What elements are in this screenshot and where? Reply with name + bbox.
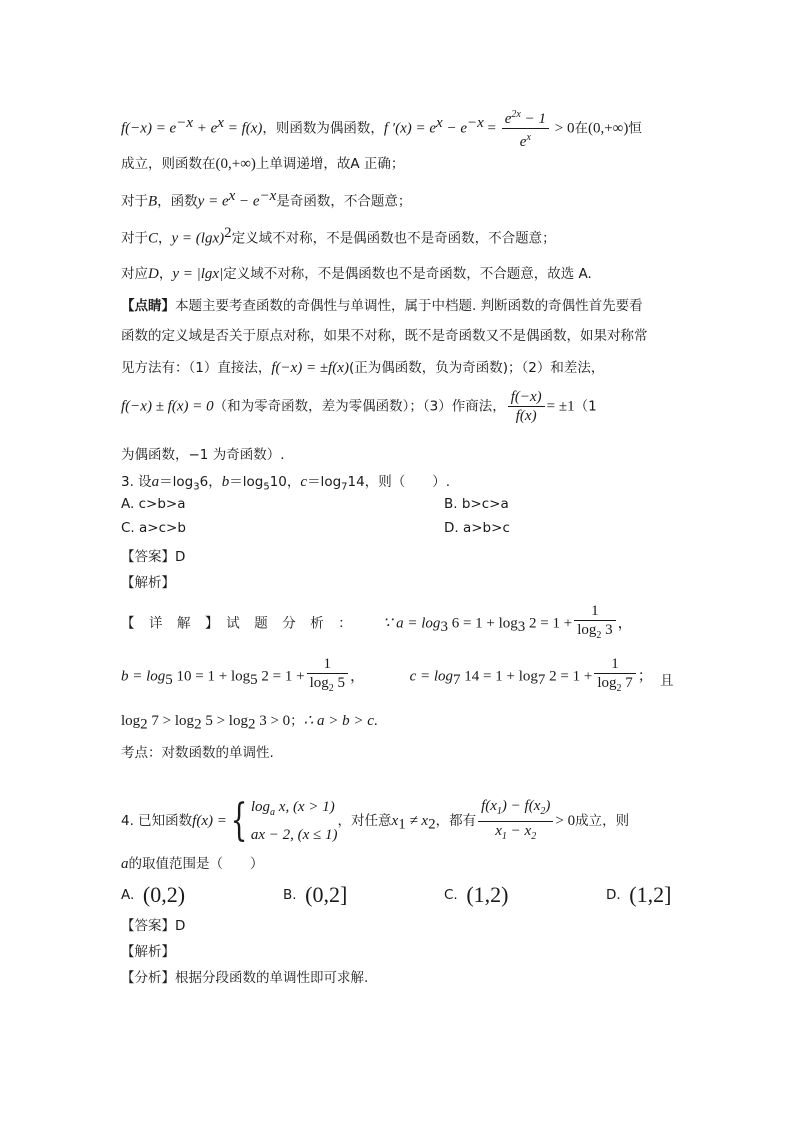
sup: −x — [176, 115, 193, 131]
text: 【解析】 — [121, 575, 175, 591]
q3-kaodian — [121, 741, 274, 761]
case: ax − 2, (x ≤ 1) — [250, 827, 338, 843]
q4-option-c[interactable] — [444, 882, 508, 908]
sub: 1 — [501, 830, 507, 842]
fraction — [502, 106, 549, 151]
line-5 — [121, 262, 592, 283]
text: ， — [158, 266, 173, 282]
sup: x — [436, 115, 443, 131]
option-text: (0,2) — [142, 882, 186, 907]
eq: ≠ x — [405, 813, 429, 829]
case: log — [250, 799, 271, 815]
sup: 2x — [511, 109, 521, 120]
text: 定义域不对称，不是偶函数也不是奇函数，不合题意； — [231, 230, 556, 247]
q4-option-d[interactable] — [606, 882, 671, 908]
q3-option-d[interactable] — [444, 520, 510, 536]
tag-dianjing: 【点睛】 — [121, 298, 175, 314]
text: ，对任意 — [337, 813, 392, 829]
option-letter: B — [148, 193, 158, 210]
eq-f-minus-x: f(−x) = e — [121, 120, 177, 137]
q4-option-b[interactable] — [283, 882, 347, 908]
eq: ∵ a = log — [382, 615, 441, 632]
frac-num: f(x — [481, 797, 497, 814]
text: 4. 已知函数 — [121, 813, 193, 829]
text: 对于 — [121, 230, 148, 247]
line-10 — [121, 443, 284, 463]
eq: 10 = 1 + log — [172, 668, 251, 685]
eq: 14 = 1 + log — [460, 668, 538, 685]
line-6 — [121, 294, 643, 314]
text: ，函数 — [157, 193, 198, 210]
eq: 2 = 1 + — [257, 668, 305, 685]
line-1: $f(-x) = e^{-x} + e^x = f(x)$，则函数为偶函数，f $'(x) = e^x - e^{-x}$ = $\frac{e^{2x} - 1}{e^x}$ > 0在(0,+∞)恒 — [121, 106, 642, 151]
fraction — [307, 655, 348, 698]
frac-den: log — [597, 675, 617, 691]
sub: a — [270, 807, 276, 818]
frac-den: e — [519, 134, 527, 150]
text: 【 详 解 】 试 题 分 析 ： — [121, 615, 353, 632]
sub: 2 — [194, 716, 202, 733]
line-3 — [121, 188, 411, 211]
frac-num: 1 — [594, 655, 635, 674]
option-text: C. a>c>b — [121, 520, 186, 536]
text: 函数的定义域是否关于原点对称，如果不对称，既不是奇函数又不是偶函数，如果对称常 — [121, 328, 648, 344]
q4-analysis — [121, 940, 175, 960]
interval: (0,+∞) — [215, 156, 256, 172]
sub: 2 — [328, 683, 334, 694]
eq: = ±1 — [546, 398, 575, 415]
option-letter: C — [148, 230, 159, 247]
sub: 2 — [140, 716, 148, 733]
q3-inequality: $\log_2 7 > \log_2 5 > \log_2 3 > 0$；∴ a > b > c. — [121, 713, 378, 733]
eq: y = e — [197, 193, 229, 210]
sub: 2 — [531, 830, 537, 842]
frac-den: f(x) — [515, 408, 537, 424]
option-text: A. c>b>a — [121, 496, 186, 512]
sub: 7 — [341, 481, 348, 493]
option-text: D. a>b>c — [444, 520, 510, 536]
sub: 5 — [165, 672, 173, 689]
text: ，则函数为偶函数， — [262, 120, 384, 137]
eq: ∴ a > b > c — [303, 713, 374, 729]
q3-analysis — [121, 571, 175, 591]
q3-answer — [121, 545, 185, 565]
text: 10， — [269, 474, 301, 490]
text: 考点：对数函数的单调性. — [121, 745, 274, 761]
tag-fenxi: 【分析】 — [121, 970, 175, 986]
eq: 2 = 1 + — [525, 615, 573, 632]
frac-num: e — [504, 111, 512, 127]
sup: x — [526, 132, 531, 143]
frac-den-tail: 3 — [601, 622, 613, 638]
text: 在 — [574, 120, 588, 137]
var: c — [300, 474, 308, 490]
sub: 7 — [453, 672, 461, 689]
eq: 3 > 0 — [255, 713, 291, 729]
sub: 7 — [537, 672, 546, 689]
option-label: D. — [606, 887, 621, 903]
frac-num: 1 — [574, 602, 615, 621]
text: 【答案】D — [121, 549, 186, 565]
sub: 2 — [540, 805, 546, 817]
eq: f(−x) = ±f(x) — [271, 360, 349, 376]
text: 的取值范围是（ ） — [128, 856, 264, 872]
text: ， — [158, 230, 172, 247]
frac-num: ) — [545, 797, 551, 814]
q4-stem — [121, 796, 629, 846]
text: ＝log — [229, 474, 264, 490]
text: 根据分段函数的单调性即可求解. — [175, 970, 369, 986]
eq: c = log — [409, 668, 454, 685]
cases — [251, 796, 338, 846]
text: （和为零奇函数，差为零偶函数）；（3）作商法， — [213, 398, 506, 415]
eq: f(−x) ± f(x) = 0 — [121, 398, 214, 415]
frac-den-tail: 5 — [333, 675, 345, 691]
sub: 3 — [517, 619, 526, 636]
case-tail: x, (x > 1) — [275, 799, 335, 815]
text: 14，则（ ）. — [347, 474, 451, 490]
text: 恒 — [628, 120, 642, 137]
brace: { — [230, 795, 248, 846]
sub: 1 — [398, 816, 406, 833]
option-text: B. b>c>a — [444, 496, 509, 512]
frac-num-tail: − 1 — [520, 111, 546, 127]
frac-num: ) − f(x — [501, 797, 541, 814]
frac-den-tail: 7 — [621, 675, 633, 691]
fraction — [594, 655, 635, 698]
var: a — [121, 856, 129, 872]
text: 本题主要考查函数的奇偶性与单调性，属于中档题. 判断函数的奇偶性首先要看 — [175, 298, 643, 314]
text: ； — [290, 713, 304, 729]
sup: x — [217, 115, 224, 131]
text: 上单调递增，故A 正确； — [255, 156, 405, 172]
sub: 2 — [596, 630, 602, 641]
text: 定义域不对称，不是偶函数也不是奇函数，不合题意，故选 A. — [223, 266, 592, 282]
q3-detail: 【 详 解 】 试 题 分 析 ： ∵ $a = \log_3 6 = 1 + \log_3 2 = 1$ + $\frac{1}{\log_2 3}$ ， — [121, 602, 633, 645]
text: 对于 — [121, 193, 148, 210]
eq-f-x: = f(x) — [223, 120, 263, 137]
eq: x — [391, 813, 399, 829]
text: ，都有 — [435, 813, 477, 829]
eq: > 0 — [555, 813, 576, 829]
q3-qie — [660, 669, 674, 689]
q4-fenxi — [121, 966, 368, 986]
frac-den: − x — [506, 822, 532, 839]
eq-minus: − e — [442, 120, 467, 137]
q4-stem-2 — [121, 852, 264, 873]
text: (正为偶函数，负为奇函数)；（2）和差法， — [348, 360, 605, 376]
eq: y = (lgx) — [171, 230, 225, 247]
sub: 2 — [428, 816, 436, 833]
eq: − e — [235, 193, 260, 210]
sub: 2 — [616, 683, 622, 694]
sub: 2 — [247, 716, 256, 733]
sup: −x — [259, 188, 277, 204]
sub: 5 — [263, 481, 270, 493]
text: 见方法有：（1）直接法， — [121, 360, 272, 376]
q4-option-a[interactable] — [121, 882, 185, 908]
q3-option-b[interactable] — [444, 496, 509, 512]
eq: f(x) = — [192, 813, 227, 829]
interval: (0,+∞) — [587, 120, 629, 137]
eq: 7 > log — [147, 713, 195, 729]
text: 6， — [199, 474, 222, 490]
eq: 6 = 1 + log — [447, 615, 518, 632]
eq: b = log — [121, 668, 166, 685]
option-text: (1,2] — [629, 882, 672, 907]
eq: 5 > log — [201, 713, 248, 729]
text: 【解析】 — [121, 944, 175, 960]
eq: y = |lgx| — [172, 266, 224, 282]
option-label: C. — [444, 887, 458, 903]
var: b — [221, 474, 230, 490]
text: 成立，则 — [575, 813, 630, 829]
fraction — [508, 388, 545, 425]
q3-stem — [121, 470, 450, 493]
eq-derivative: f ′(x) = e — [383, 120, 437, 137]
fraction — [574, 602, 615, 645]
sup: −x — [466, 115, 484, 131]
eq: 2 = 1 + — [545, 668, 593, 685]
text: 是奇函数，不合题意； — [276, 193, 412, 210]
option-text: (1,2) — [466, 882, 509, 907]
eq: log — [121, 713, 141, 729]
q3-option-a[interactable] — [121, 496, 185, 512]
frac-den: x — [495, 822, 502, 839]
eq-gt0: > 0 — [550, 120, 575, 137]
q3-b-c-line: $b = \log_5 10 = 1 + \log_5 2 = 1$ + $\frac{1}{\log_2 5}$ ， $c = \log_7 14 = 1 + \log_7 2 = 1$ + $\frac{1}{\log_2 7}$ ； — [121, 655, 653, 698]
line-7 — [121, 324, 648, 344]
text: 【答案】D — [121, 918, 186, 934]
text: 为偶函数，−1 为奇函数）. — [121, 447, 285, 463]
option-label: B. — [283, 887, 297, 903]
text: 3. 设 — [121, 474, 152, 490]
text: 对应 — [121, 266, 148, 282]
frac-den: log — [309, 675, 329, 691]
frac-den: log — [577, 622, 597, 638]
eq-plus: + e — [193, 120, 218, 137]
text: （1 — [574, 398, 597, 415]
sub: 5 — [250, 672, 258, 689]
sub: 3 — [193, 481, 200, 493]
line-9 — [121, 388, 597, 425]
frac-num: 1 — [307, 655, 348, 674]
text: 且 — [660, 673, 674, 689]
frac-num: f(−x) — [508, 388, 545, 407]
text: ＝log — [159, 474, 194, 490]
q3-option-c[interactable] — [121, 520, 186, 536]
sub: 1 — [496, 805, 502, 817]
q4-answer — [121, 914, 185, 934]
fraction — [478, 797, 553, 846]
option-letter: D — [148, 266, 159, 282]
option-text: (0,2] — [305, 882, 348, 907]
var: a — [151, 474, 160, 490]
line-4 — [121, 225, 556, 248]
sup: 2 — [224, 225, 232, 241]
line-8 — [121, 356, 604, 377]
text: ＝log — [307, 474, 342, 490]
sub: 3 — [440, 619, 448, 636]
line-2 — [121, 152, 404, 173]
text: 成立，则函数在 — [121, 156, 216, 172]
sup: x — [228, 188, 236, 204]
option-label: A. — [121, 887, 135, 903]
